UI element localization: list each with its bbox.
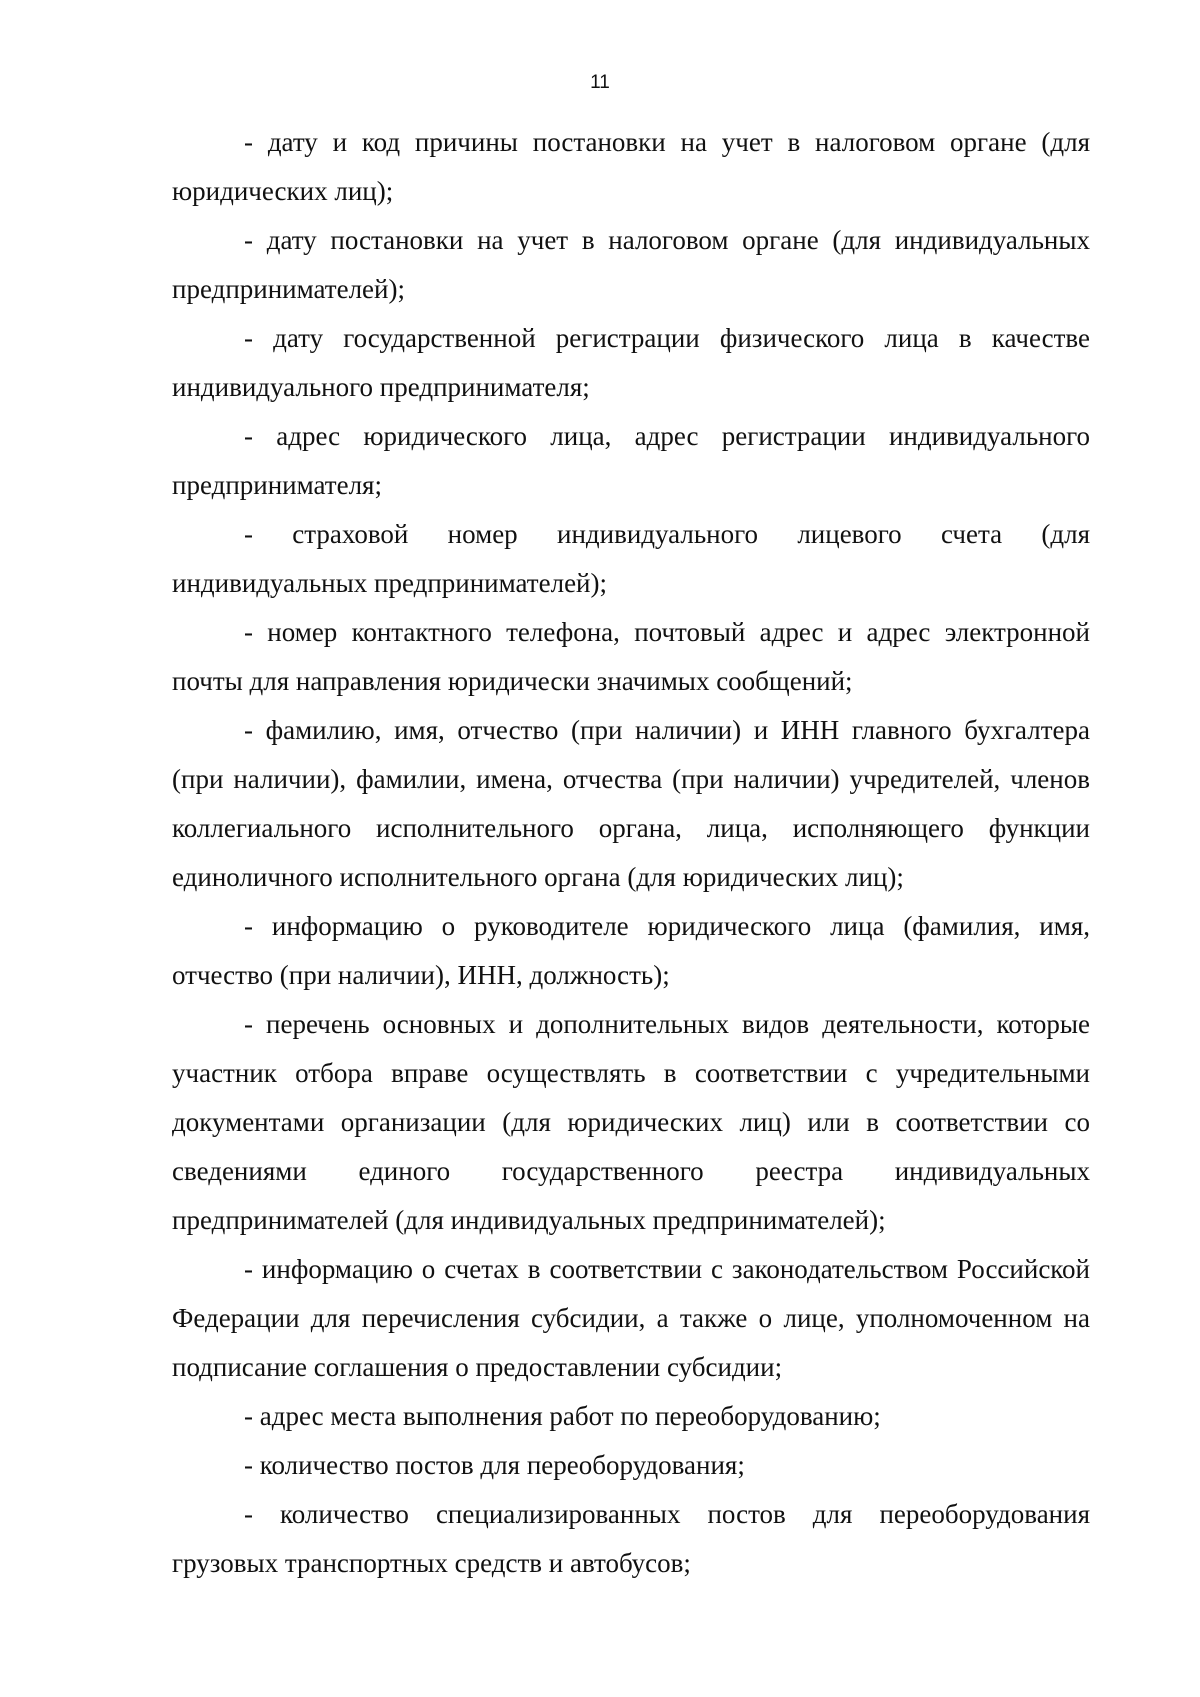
paragraph-director-info: - информацию о руководителе юридического лица (фамилия, имя, отчество (при наличии), ИНН, должность); [172,911,1090,990]
paragraph-work-address: - адрес места выполнения работ по переоборудованию; [244,1401,881,1431]
page-number: 11 [590,72,610,93]
paragraph-tax-registration-date-code: - дату и код причины постановки на учет в налоговом органе (для юридических лиц); [172,127,1090,206]
paragraph-bank-accounts: - информацию о счетах в соответствии с законодательством Российской Федерации для перечисления субсидии, а также о лице, уполномоченном на подписание соглашения о предоставлении субсидии; [172,1254,1090,1382]
paragraph-state-registration-date: - дату государственной регистрации физического лица в качестве индивидуального предпринимателя; [172,323,1090,402]
paragraph-insurance-number: - страховой номер индивидуального лицевого счета (для индивидуальных предпринимателей); [172,519,1090,598]
paragraph-legal-address: - адрес юридического лица, адрес регистрации индивидуального предпринимателя; [172,421,1090,500]
paragraph-contact-info: - номер контактного телефона, почтовый адрес и адрес электронной почты для направления юридически значимых сообщений; [172,617,1090,696]
paragraph-posts-count: - количество постов для переоборудования; [244,1450,745,1480]
paragraph-specialized-posts-count: - количество специализированных постов для переоборудования грузовых транспортных средств и автобусов; [172,1499,1090,1578]
paragraph-tax-registration-date-ip: - дату постановки на учет в налоговом органе (для индивидуальных предпринимателей); [172,225,1090,304]
paragraph-accountant-founders: - фамилию, имя, отчество (при наличии) и ИНН главного бухгалтера (при наличии), фамилии, имена, отчества (при наличии) учредителей, членов коллегиального исполнительного органа, лица, исполняющего функции единоличного исполнительного органа (для юридических лиц); [172,715,1090,892]
paragraph-activity-types: - перечень основных и дополнительных видов деятельности, которые участник отбора вправе осуществлять в соответствии с учредительными документами организации (для юридических лиц) или в соответствии со сведениями единого государственного реестра индивидуальных предпринимателей (для индивидуальных предпринимателей); [172,1009,1090,1235]
document-body [172,118,1090,1588]
